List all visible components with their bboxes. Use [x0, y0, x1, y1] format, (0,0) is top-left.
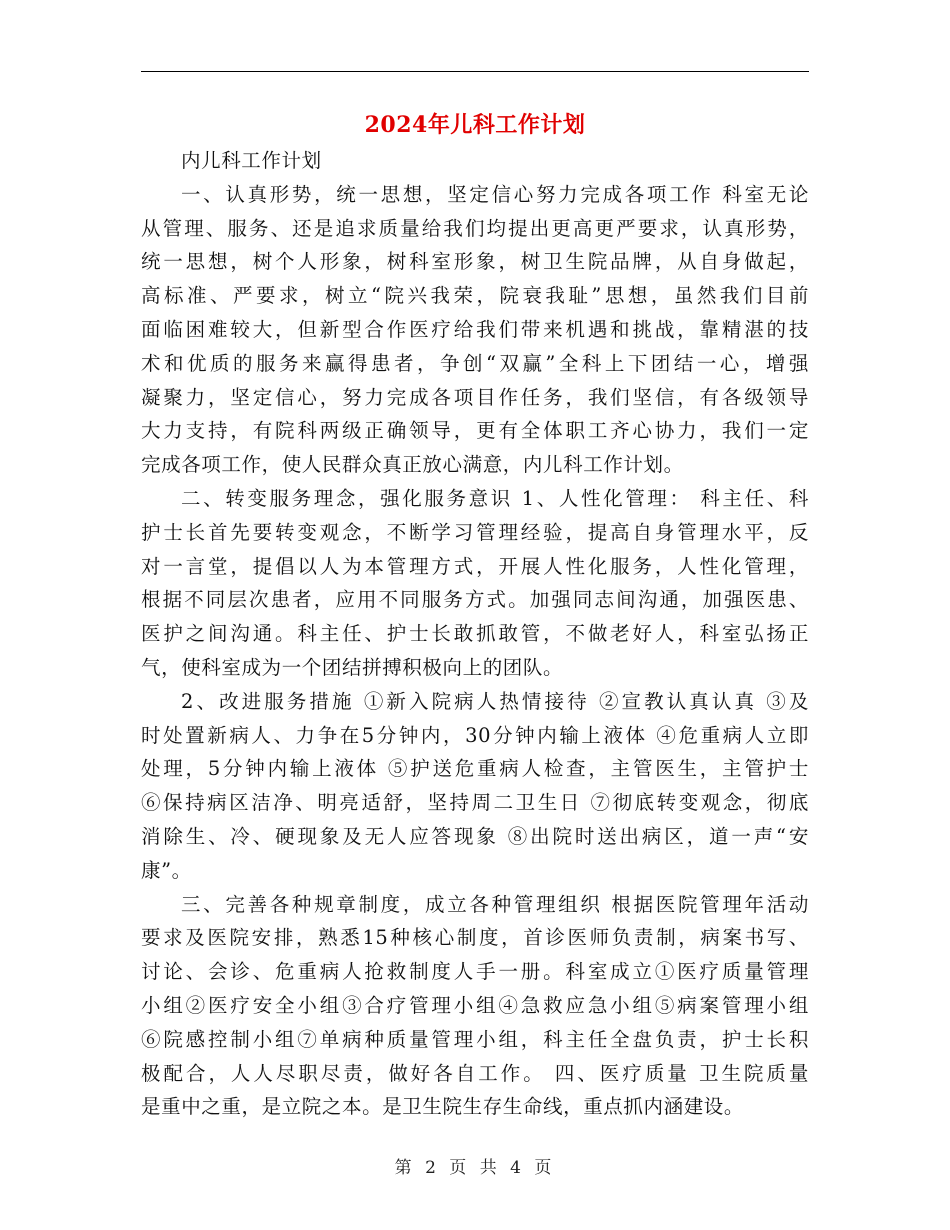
text-line: 内儿科工作计划 [181, 149, 322, 172]
header-rule [141, 71, 809, 72]
text-line: ⑥院感控制小组⑦单病种质量管理小组，科主任全盘负责，护士长积 [141, 1027, 809, 1051]
text-line: 消除生、冷、硬现象及无人应答现象 ⑧出院时送出病区，道一声“安 [141, 824, 809, 848]
text-line: 讨论、会诊、危重病人抢救制度人手一册。科室成立①医疗质量管理 [141, 960, 809, 984]
text-line: 医护之间沟通。科主任、护士长敢抓敢管，不做老好人，科室弘扬正 [141, 622, 809, 646]
text-line: 从管理、服务、还是追求质量给我们均提出更高更严要求，认真形势， [141, 216, 809, 240]
text-line: 二、转变服务理念，强化服务意识 1、人性化管理： 科主任、科 [181, 486, 809, 510]
text-line: 气，使科室成为一个团结拼搏积极向上的团队。 [141, 655, 564, 679]
text-line: 对一言堂，提倡以人为本管理方式，开展人性化服务，人性化管理， [141, 554, 809, 578]
text-line: 完成各项工作，使人民群众真正放心满意，内儿科工作计划。 [141, 453, 684, 477]
text-line: 康”。 [141, 858, 192, 882]
text-line: 凝聚力，坚定信心，努力完成各项目作任务，我们坚信，有各级领导 [141, 385, 809, 409]
document-body [141, 144, 809, 1124]
page-number-footer: 第 2 页 共 4 页 [394, 1158, 556, 1178]
document-title: 2024年儿科工作计划 [364, 112, 586, 138]
text-line: 时处置新病人、力争在5分钟内，30分钟内输上液体 ④危重病人立即 [141, 723, 809, 747]
text-line: 处理，5分钟内输上液体 ⑤护送危重病人检查，主管医生，主管护士 [141, 757, 809, 781]
text-line: 大力支持，有院科两级正确领导，更有全体职工齐心协力，我们一定 [141, 419, 809, 443]
text-line: 三、完善各种规章制度，成立各种管理组织 根据医院管理年活动 [181, 892, 809, 916]
text-line: 术和优质的服务来赢得患者，争创“双赢”全科上下团结一心，增强 [141, 351, 809, 375]
text-line: 要求及医院安排，熟悉15种核心制度，首诊医师负责制，病案书写、 [141, 926, 809, 950]
text-line: 根据不同层次患者，应用不同服务方式。加强同志间沟通，加强医患、 [141, 588, 809, 612]
text-line: 面临困难较大，但新型合作医疗给我们带来机遇和挑战，靠精湛的技 [141, 317, 809, 341]
text-line: 高标准、严要求，树立“院兴我荣，院衰我耻”思想，虽然我们目前 [141, 284, 809, 308]
text-line: 统一思想，树个人形象，树科室形象，树卫生院品牌，从自身做起， [141, 250, 809, 274]
text-line: 极配合，人人尽职尽责，做好各自工作。 四、医疗质量 卫生院质量 [141, 1061, 809, 1085]
text-line: ⑥保持病区洁净、明亮适舒，坚持周二卫生日 ⑦彻底转变观念，彻底 [141, 791, 809, 815]
text-line: 护士长首先要转变观念，不断学习管理经验，提高自身管理水平，反 [141, 520, 809, 544]
text-line: 小组②医疗安全小组③合疗管理小组④急救应急小组⑤病案管理小组 [141, 993, 809, 1017]
text-line: 2、改进服务措施 ①新入院病人热情接待 ②宣教认真认真 ③及 [181, 689, 809, 713]
text-line: 是重中之重，是立院之本。是卫生院生存生命线，重点抓内涵建设。 [141, 1095, 745, 1119]
text-line: 一、认真形势，统一思想，坚定信心努力完成各项工作 科室无论 [181, 182, 809, 206]
